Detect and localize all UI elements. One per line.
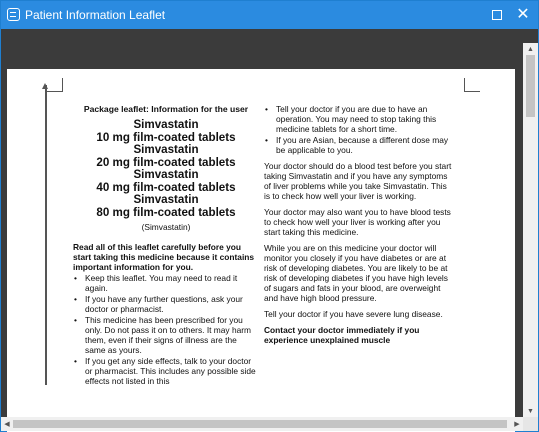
crop-mark-top-left (47, 78, 63, 92)
scrollbar-corner (523, 417, 538, 431)
paragraph: Tell your doctor if you have severe lung disease. (264, 309, 443, 319)
paragraph: Your doctor may also want you to have blood tests to check how well your liver is working after you start taking this medicine. (264, 207, 451, 237)
maximize-icon (492, 10, 502, 20)
product-block (73, 194, 259, 219)
list-item: • Keep this leaflet. You may need to read it again. (73, 273, 259, 293)
leaflet-left-column (73, 104, 259, 387)
close-button[interactable] (512, 4, 534, 26)
warning-list (264, 104, 454, 155)
product-name: Simvastatin (133, 168, 199, 181)
scroll-left-button[interactable]: ◀ (4, 421, 10, 428)
window-title: Patient Information Leaflet (25, 8, 166, 22)
read-all-notice: Read all of this leaflet carefully before you start taking this medicine because it contains important information for you. (73, 242, 255, 272)
vertical-scroll-thumb[interactable] (526, 55, 535, 117)
product-name: Simvastatin (133, 118, 199, 131)
title-bar[interactable] (1, 1, 538, 29)
scroll-right-button[interactable]: ▶ (514, 421, 520, 428)
advice-list (73, 273, 259, 386)
product-block (73, 119, 259, 144)
contact-doctor-notice: Contact your doctor immediately if you experience unexplained muscle (264, 325, 420, 345)
list-item: • This medicine has been prescribed for you only. Do not pass it on to others. It may harm them, even if their signs of illness are the same as yours. (73, 315, 259, 355)
crop-mark-top-right (464, 78, 480, 92)
product-strength: 10 mg film-coated tablets (96, 130, 236, 144)
list-item: • If you have any further questions, ask your doctor or pharmacist. (73, 294, 259, 314)
product-block (73, 169, 259, 194)
paragraph: While you are on this medicine your doctor will monitor you closely if you have diabetes or are at risk of developing diabetes. You are likely to be at risk of developing diabetes if you have high levels of sugars and fats in your blood, are overweight and have high blood pressure. (264, 243, 448, 303)
leaflet-heading: Package leaflet: Information for the user (83, 104, 249, 114)
close-icon: ✕ (516, 6, 530, 23)
generic-name: (Simvastatin) (141, 222, 191, 232)
list-item: • Tell your doctor if you are due to have an operation. You may need to stop taking this medicine tablets for a short time. (264, 104, 454, 134)
product-block (73, 144, 259, 169)
product-strength: 40 mg film-coated tablets (96, 180, 236, 194)
product-strength: 80 mg film-coated tablets (96, 205, 236, 219)
scroll-up-button[interactable]: ▲ (527, 45, 534, 53)
scroll-down-button[interactable]: ▼ (527, 407, 534, 415)
list-item: • If you get any side effects, talk to your doctor or pharmacist. This includes any possible side effects not listed in this (73, 356, 259, 386)
margin-arrow-icon (45, 85, 47, 385)
product-name: Simvastatin (133, 193, 199, 206)
horizontal-scrollbar[interactable] (1, 417, 538, 431)
product-name: Simvastatin (133, 143, 199, 156)
paragraph: Your doctor should do a blood test before you start taking Simvastatin and if you have any symptoms of liver problems while you take Simvastatin. This is to check how well your liver is working. (264, 161, 452, 201)
document-viewer-icon (7, 8, 20, 21)
horizontal-scroll-thumb[interactable] (13, 420, 507, 428)
product-strength: 20 mg film-coated tablets (96, 155, 236, 169)
list-item: • If you are Asian, because a different dose may be applicable to you. (264, 135, 454, 155)
leaflet-right-column (264, 104, 454, 345)
vertical-scrollbar[interactable] (523, 43, 538, 417)
maximize-button[interactable] (486, 4, 508, 26)
